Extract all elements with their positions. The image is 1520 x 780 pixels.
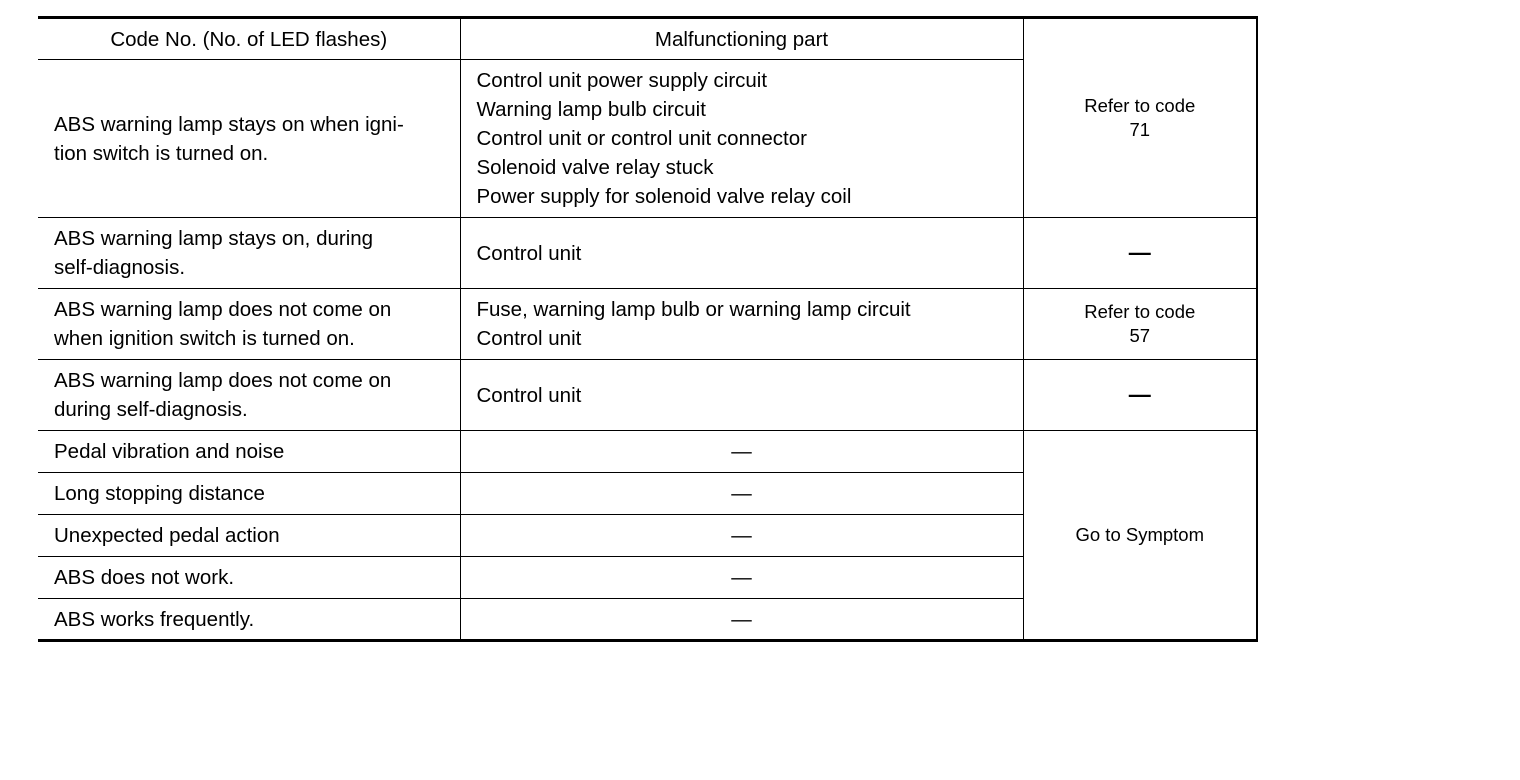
part-line: Solenoid valve relay stuck xyxy=(476,156,714,179)
code-cell: Unexpected pedal action xyxy=(38,515,460,557)
code-line: when ignition switch is turned on. xyxy=(54,327,355,350)
part-cell-dash: — xyxy=(460,599,1023,641)
part-line: Control unit xyxy=(476,327,582,350)
code-line: tion switch is turned on. xyxy=(54,141,269,165)
ref-cell-code-71 xyxy=(1023,18,1257,218)
part-line: Control unit xyxy=(476,383,582,407)
part-cell xyxy=(460,289,1023,360)
ref-dash: — xyxy=(1128,239,1151,265)
part-line: Power supply for solenoid valve relay coil xyxy=(476,185,852,208)
code-line: ABS warning lamp does not come on xyxy=(54,369,392,392)
go-to-symptom-cell: Go to Symptom xyxy=(1023,431,1257,641)
part-cell-dash: — xyxy=(460,515,1023,557)
ref-cell-code-57 xyxy=(1023,289,1257,360)
code-cell: Long stopping distance xyxy=(38,473,460,515)
table-row xyxy=(38,431,1257,473)
code-cell xyxy=(38,60,460,218)
table-header-row xyxy=(38,18,1257,60)
code-line: self-diagnosis. xyxy=(54,256,186,279)
part-line: Warning lamp bulb circuit xyxy=(476,98,706,121)
code-cell xyxy=(38,360,460,431)
ref-text: Refer to code xyxy=(1084,95,1196,116)
code-line: ABS warning lamp stays on, during xyxy=(54,227,374,250)
code-cell xyxy=(38,218,460,289)
part-cell xyxy=(460,60,1023,218)
code-cell: ABS works frequently. xyxy=(38,599,460,641)
code-cell: ABS does not work. xyxy=(38,557,460,599)
part-line: Fuse, warning lamp bulb or warning lamp circuit xyxy=(476,298,911,321)
ref-code-number: 57 xyxy=(1129,325,1151,346)
part-line: Control unit power supply circuit xyxy=(476,69,768,92)
ref-dash: — xyxy=(1128,381,1151,407)
code-line: during self-diagnosis. xyxy=(54,398,248,421)
diagnosis-table xyxy=(38,16,1258,642)
part-line: Control unit or control unit connector xyxy=(476,127,807,150)
part-cell-dash: — xyxy=(460,473,1023,515)
ref-cell xyxy=(1023,218,1257,289)
ref-cell xyxy=(1023,360,1257,431)
code-cell: Pedal vibration and noise xyxy=(38,431,460,473)
header-malfunctioning-part: Malfunctioning part xyxy=(460,18,1023,60)
code-line: ABS warning lamp stays on when igni- xyxy=(54,112,404,136)
part-cell-dash: — xyxy=(460,431,1023,473)
part-cell-dash: — xyxy=(460,557,1023,599)
part-cell xyxy=(460,218,1023,289)
code-cell xyxy=(38,289,460,360)
ref-code-number: 71 xyxy=(1129,119,1151,140)
code-line: ABS warning lamp does not come on xyxy=(54,298,392,321)
table-row xyxy=(38,360,1257,431)
table-row xyxy=(38,289,1257,360)
part-line: Control unit xyxy=(476,241,582,265)
table-row xyxy=(38,218,1257,289)
part-cell xyxy=(460,360,1023,431)
header-code-no: Code No. (No. of LED flashes) xyxy=(38,18,460,60)
ref-text: Refer to code xyxy=(1084,301,1196,322)
